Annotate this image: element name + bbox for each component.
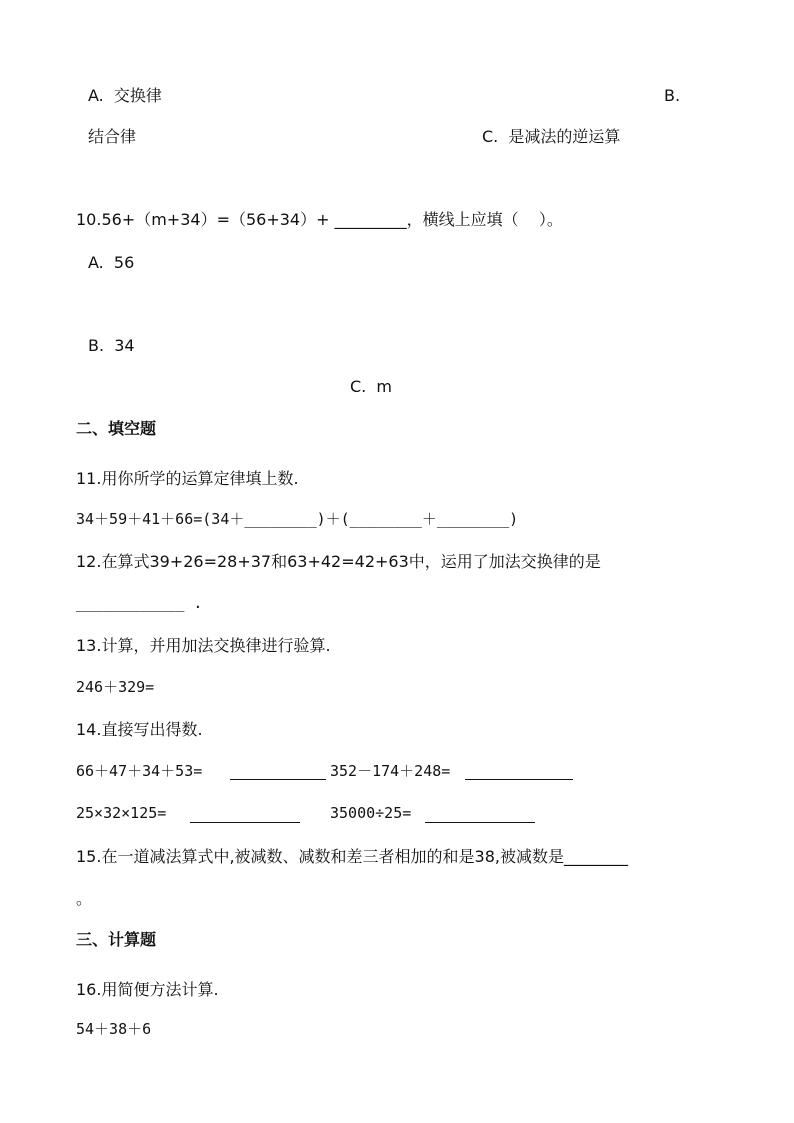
q9-option-b-text: 结合律: [88, 127, 137, 146]
q15-stem: 15.在一道减法算式中,被减数、减数和差三者相加的和是38,被减数是________: [76, 847, 628, 866]
q10-option-c: C. m: [350, 377, 393, 396]
section-2-heading: 二、填空题: [76, 419, 157, 438]
q11-stem: 11.用你所学的运算定律填上数.: [76, 469, 299, 488]
q12-stem: 12.在算式39+26=28+37和63+42=42+63中，运用了加法交换律的是: [76, 552, 601, 571]
q14-expr-2: 352－174＋248=: [330, 762, 451, 780]
q10-option-b: B. 34: [88, 336, 135, 355]
q9-option-c: C. 是减法的逆运算: [482, 127, 621, 146]
q14-blank-1: [230, 779, 326, 780]
q9-option-b: B.: [664, 86, 681, 105]
q9-option-a: A. 交换律: [88, 86, 162, 105]
q13-expression: 246＋329=: [76, 678, 155, 696]
q15-end: 。: [76, 889, 93, 908]
q12-answer-blank: ____________ .: [76, 594, 203, 612]
q16-expression: 54＋38＋6: [76, 1020, 152, 1038]
q11-expression: 34＋59＋41＋66=(34＋________)＋(________＋________): [76, 510, 519, 528]
q14-expr-3: 25×32×125=: [76, 804, 167, 822]
q13-stem: 13.计算，并用加法交换律进行验算.: [76, 636, 331, 655]
q14-expr-4: 35000÷25=: [330, 804, 412, 822]
q14-stem: 14.直接写出得数.: [76, 720, 203, 739]
q14-blank-4: [425, 822, 535, 823]
q10-stem: 10.56+（m+34）=（56+34）+ _________，横线上应填（ ）。: [76, 210, 563, 229]
q10-option-a: A. 56: [88, 253, 135, 272]
q14-blank-2: [465, 779, 573, 780]
section-3-heading: 三、计算题: [76, 930, 157, 949]
q14-blank-3: [190, 822, 300, 823]
q14-expr-1: 66＋47＋34＋53=: [76, 762, 203, 780]
q16-stem: 16.用简便方法计算.: [76, 980, 219, 999]
